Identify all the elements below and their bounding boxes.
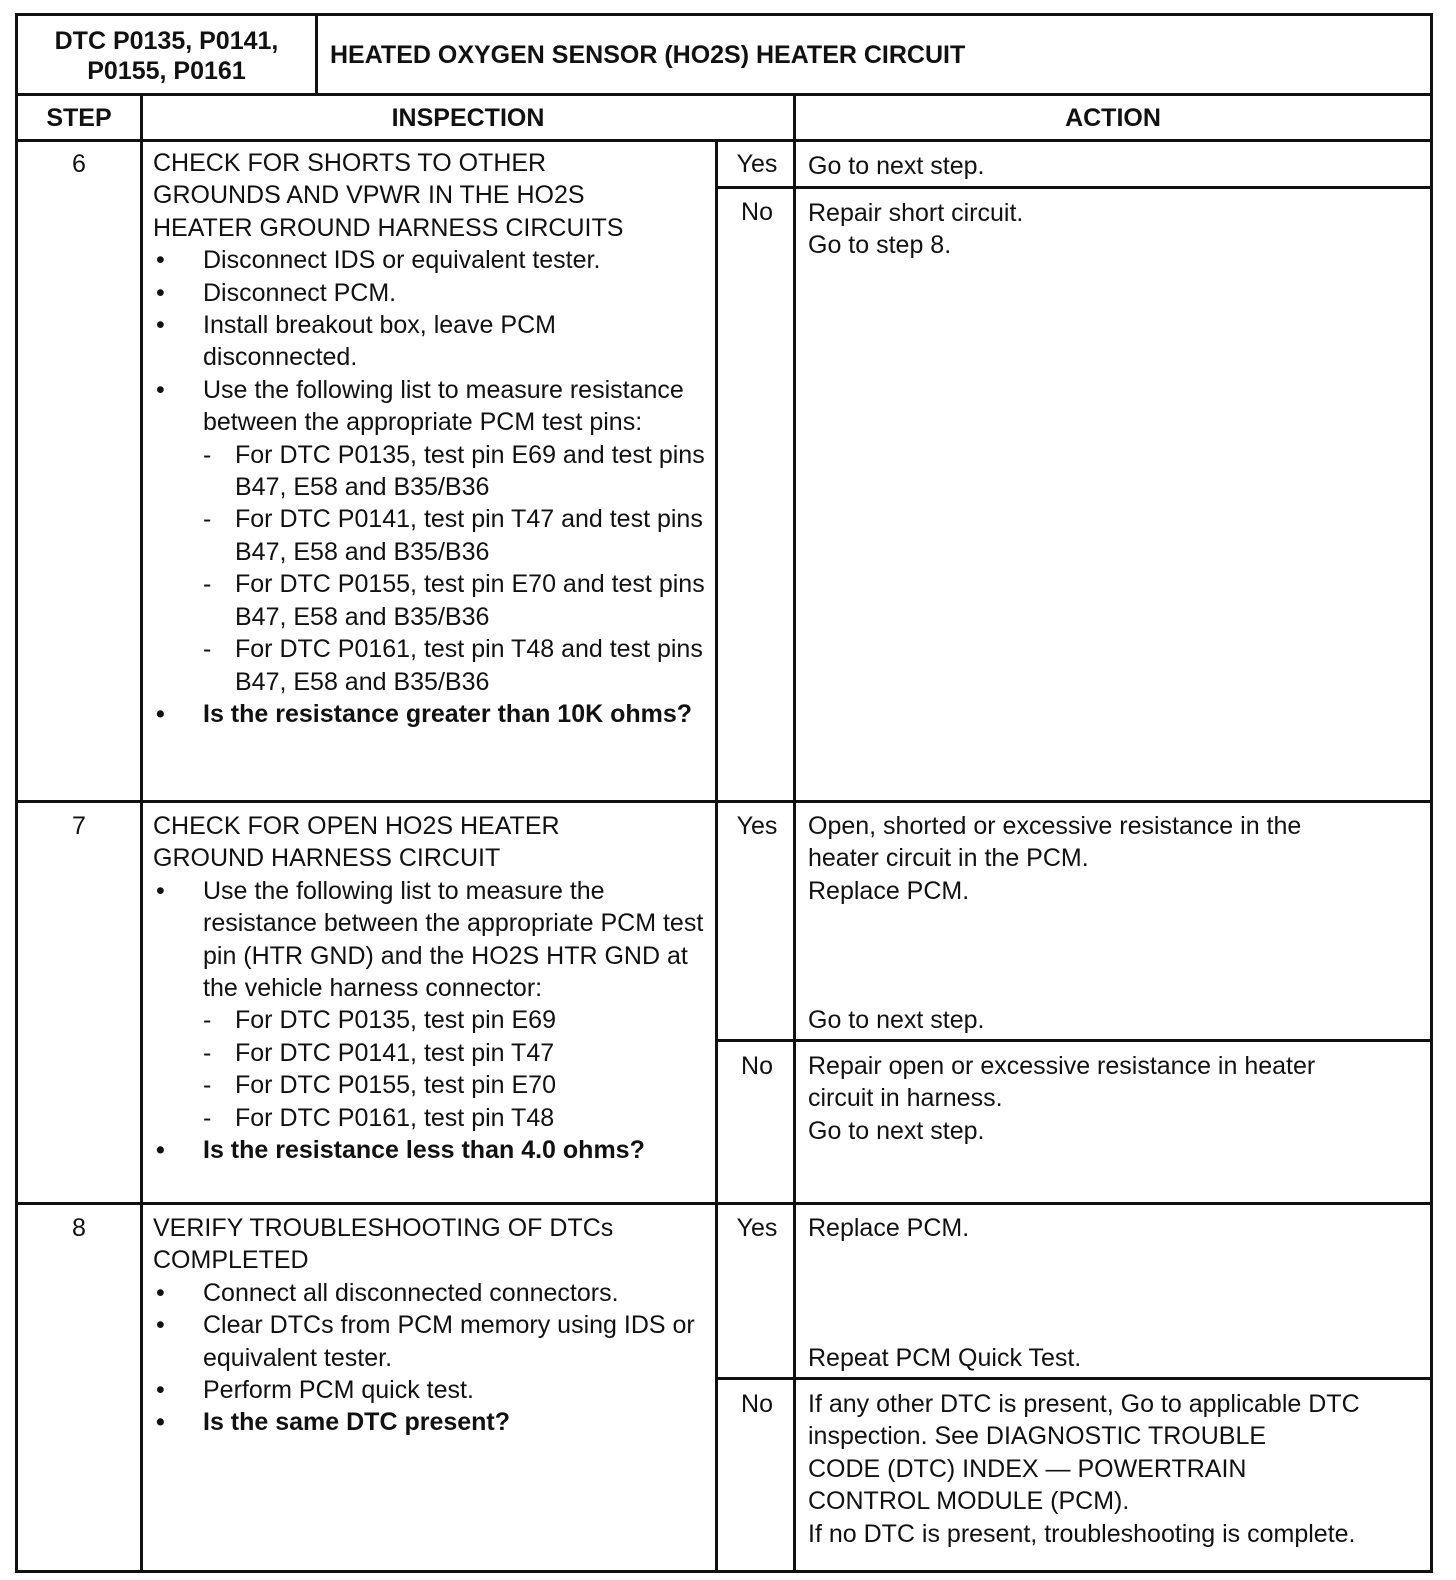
inspection-title: HEATER GROUND HARNESS CIRCUITS [153,213,624,242]
action-line: Replace PCM. [808,876,970,905]
action-line: Go to next step. [808,1116,985,1145]
action-line: If no DTC is present, troubleshooting is complete. [808,1519,1356,1548]
list-subitem: - For DTC P0155, test pin E70 and test pins B47, E58 and B35/B36 [153,568,713,633]
column-header-inspection: INSPECTION [143,96,793,142]
action-line: Repair short circuit. [808,199,1024,227]
divider [18,800,1430,803]
inspection-question: • Is the resistance less than 4.0 ohms? [153,1134,713,1166]
dtc-inspection-table [15,13,1433,1573]
divider [793,142,796,1570]
step-number: 7 [72,812,86,840]
action-line: Go to step 8. [808,231,952,260]
inspection-title: CHECK FOR OPEN HO2S HEATER [153,812,560,840]
no-label: No [741,1052,773,1080]
divider [18,1202,1430,1205]
step-number: 8 [72,1214,86,1242]
yes-action [808,150,1428,182]
dtc-codes-line1: DTC P0135, P0141, [54,27,279,55]
list-item: • Connect all disconnected connectors. [153,1277,713,1309]
action-line: Repair open or excessive resistance in heater [808,1052,1316,1080]
action-line: Repeat PCM Quick Test. [808,1344,1082,1372]
yes-action-bottom [808,1342,1428,1374]
list-item: • Disconnect PCM. [153,277,713,309]
yes-action-bottom [808,1004,1428,1036]
step-number: 6 [72,150,86,178]
action-line: Open, shorted or excessive resistance in the [808,812,1302,840]
no-action [808,1050,1428,1147]
divider [715,186,1430,189]
list-subitem: - For DTC P0141, test pin T47 and test pins B47, E58 and B35/B36 [153,503,713,568]
no-action [808,197,1428,262]
inspection-step-8 [153,1212,713,1439]
action-line: Replace PCM. [808,1214,970,1242]
list-item: • Use the following list to measure the resistance between the appropriate PCM test pin (HTR GND) and the HO2S HTR GND at the vehicle harness connector: [153,875,713,1005]
inspection-title: COMPLETED [153,1246,309,1275]
inspection-step-7 [153,810,713,1166]
dtc-codes [18,16,318,93]
yes-action [808,810,1428,907]
inspection-question: • Is the resistance greater than 10K ohms? [153,698,713,730]
yes-label: Yes [736,812,778,840]
divider [715,1039,1430,1042]
list-subitem: - For DTC P0135, test pin E69 and test pins B47, E58 and B35/B36 [153,439,713,504]
list-item: • Perform PCM quick test. [153,1374,713,1406]
list-subitem: - For DTC P0135, test pin E69 [153,1004,713,1036]
divider [715,142,718,1570]
inspection-question: • Is the same DTC present? [153,1406,713,1438]
action-line: circuit in harness. [808,1084,1003,1113]
list-subitem: - For DTC P0161, test pin T48 and test pins B47, E58 and B35/B36 [153,633,713,698]
list-subitem: - For DTC P0141, test pin T47 [153,1037,713,1069]
divider [715,1377,1430,1380]
inspection-title: GROUND HARNESS CIRCUIT [153,844,501,873]
action-line: inspection. See DIAGNOSTIC TROUBLE [808,1422,1267,1451]
yes-label: Yes [736,1214,778,1242]
column-header-action: ACTION [796,96,1430,142]
action-line: Go to next step. [808,1006,985,1034]
action-line: CONTROL MODULE (PCM). [808,1487,1130,1516]
action-line: Go to next step. [808,152,985,180]
list-item: • Install breakout box, leave PCM disconnected. [153,309,713,374]
no-label: No [741,1390,773,1418]
list-item: • Clear DTCs from PCM memory using IDS or equivalent tester. [153,1309,713,1374]
inspection-title: CHECK FOR SHORTS TO OTHER [153,149,547,177]
list-item: • Disconnect IDS or equivalent tester. [153,244,713,276]
inspection-step-6 [153,147,713,730]
action-line: heater circuit in the PCM. [808,844,1089,873]
divider [140,96,143,1570]
action-line: If any other DTC is present, Go to applicable DTC [808,1390,1360,1418]
inspection-title: VERIFY TROUBLESHOOTING OF DTCs [153,1214,614,1242]
divider [793,96,796,142]
list-subitem: - For DTC P0155, test pin E70 [153,1069,713,1101]
page-title: HEATED OXYGEN SENSOR (HO2S) HEATER CIRCUIT [330,41,966,69]
yes-action [808,1212,1428,1244]
column-header-step: STEP [18,96,140,142]
no-label: No [741,198,773,226]
yes-label: Yes [736,150,778,178]
no-action [808,1388,1428,1550]
action-line: CODE (DTC) INDEX — POWERTRAIN [808,1454,1247,1483]
dtc-codes-line2: P0155, P0161 [87,57,246,85]
inspection-title: GROUNDS AND VPWR IN THE HO2S [153,181,585,210]
list-subitem: - For DTC P0161, test pin T48 [153,1102,713,1134]
table-header [18,16,1430,96]
list-item: • Use the following list to measure resistance between the appropriate PCM test pins: [153,374,713,439]
